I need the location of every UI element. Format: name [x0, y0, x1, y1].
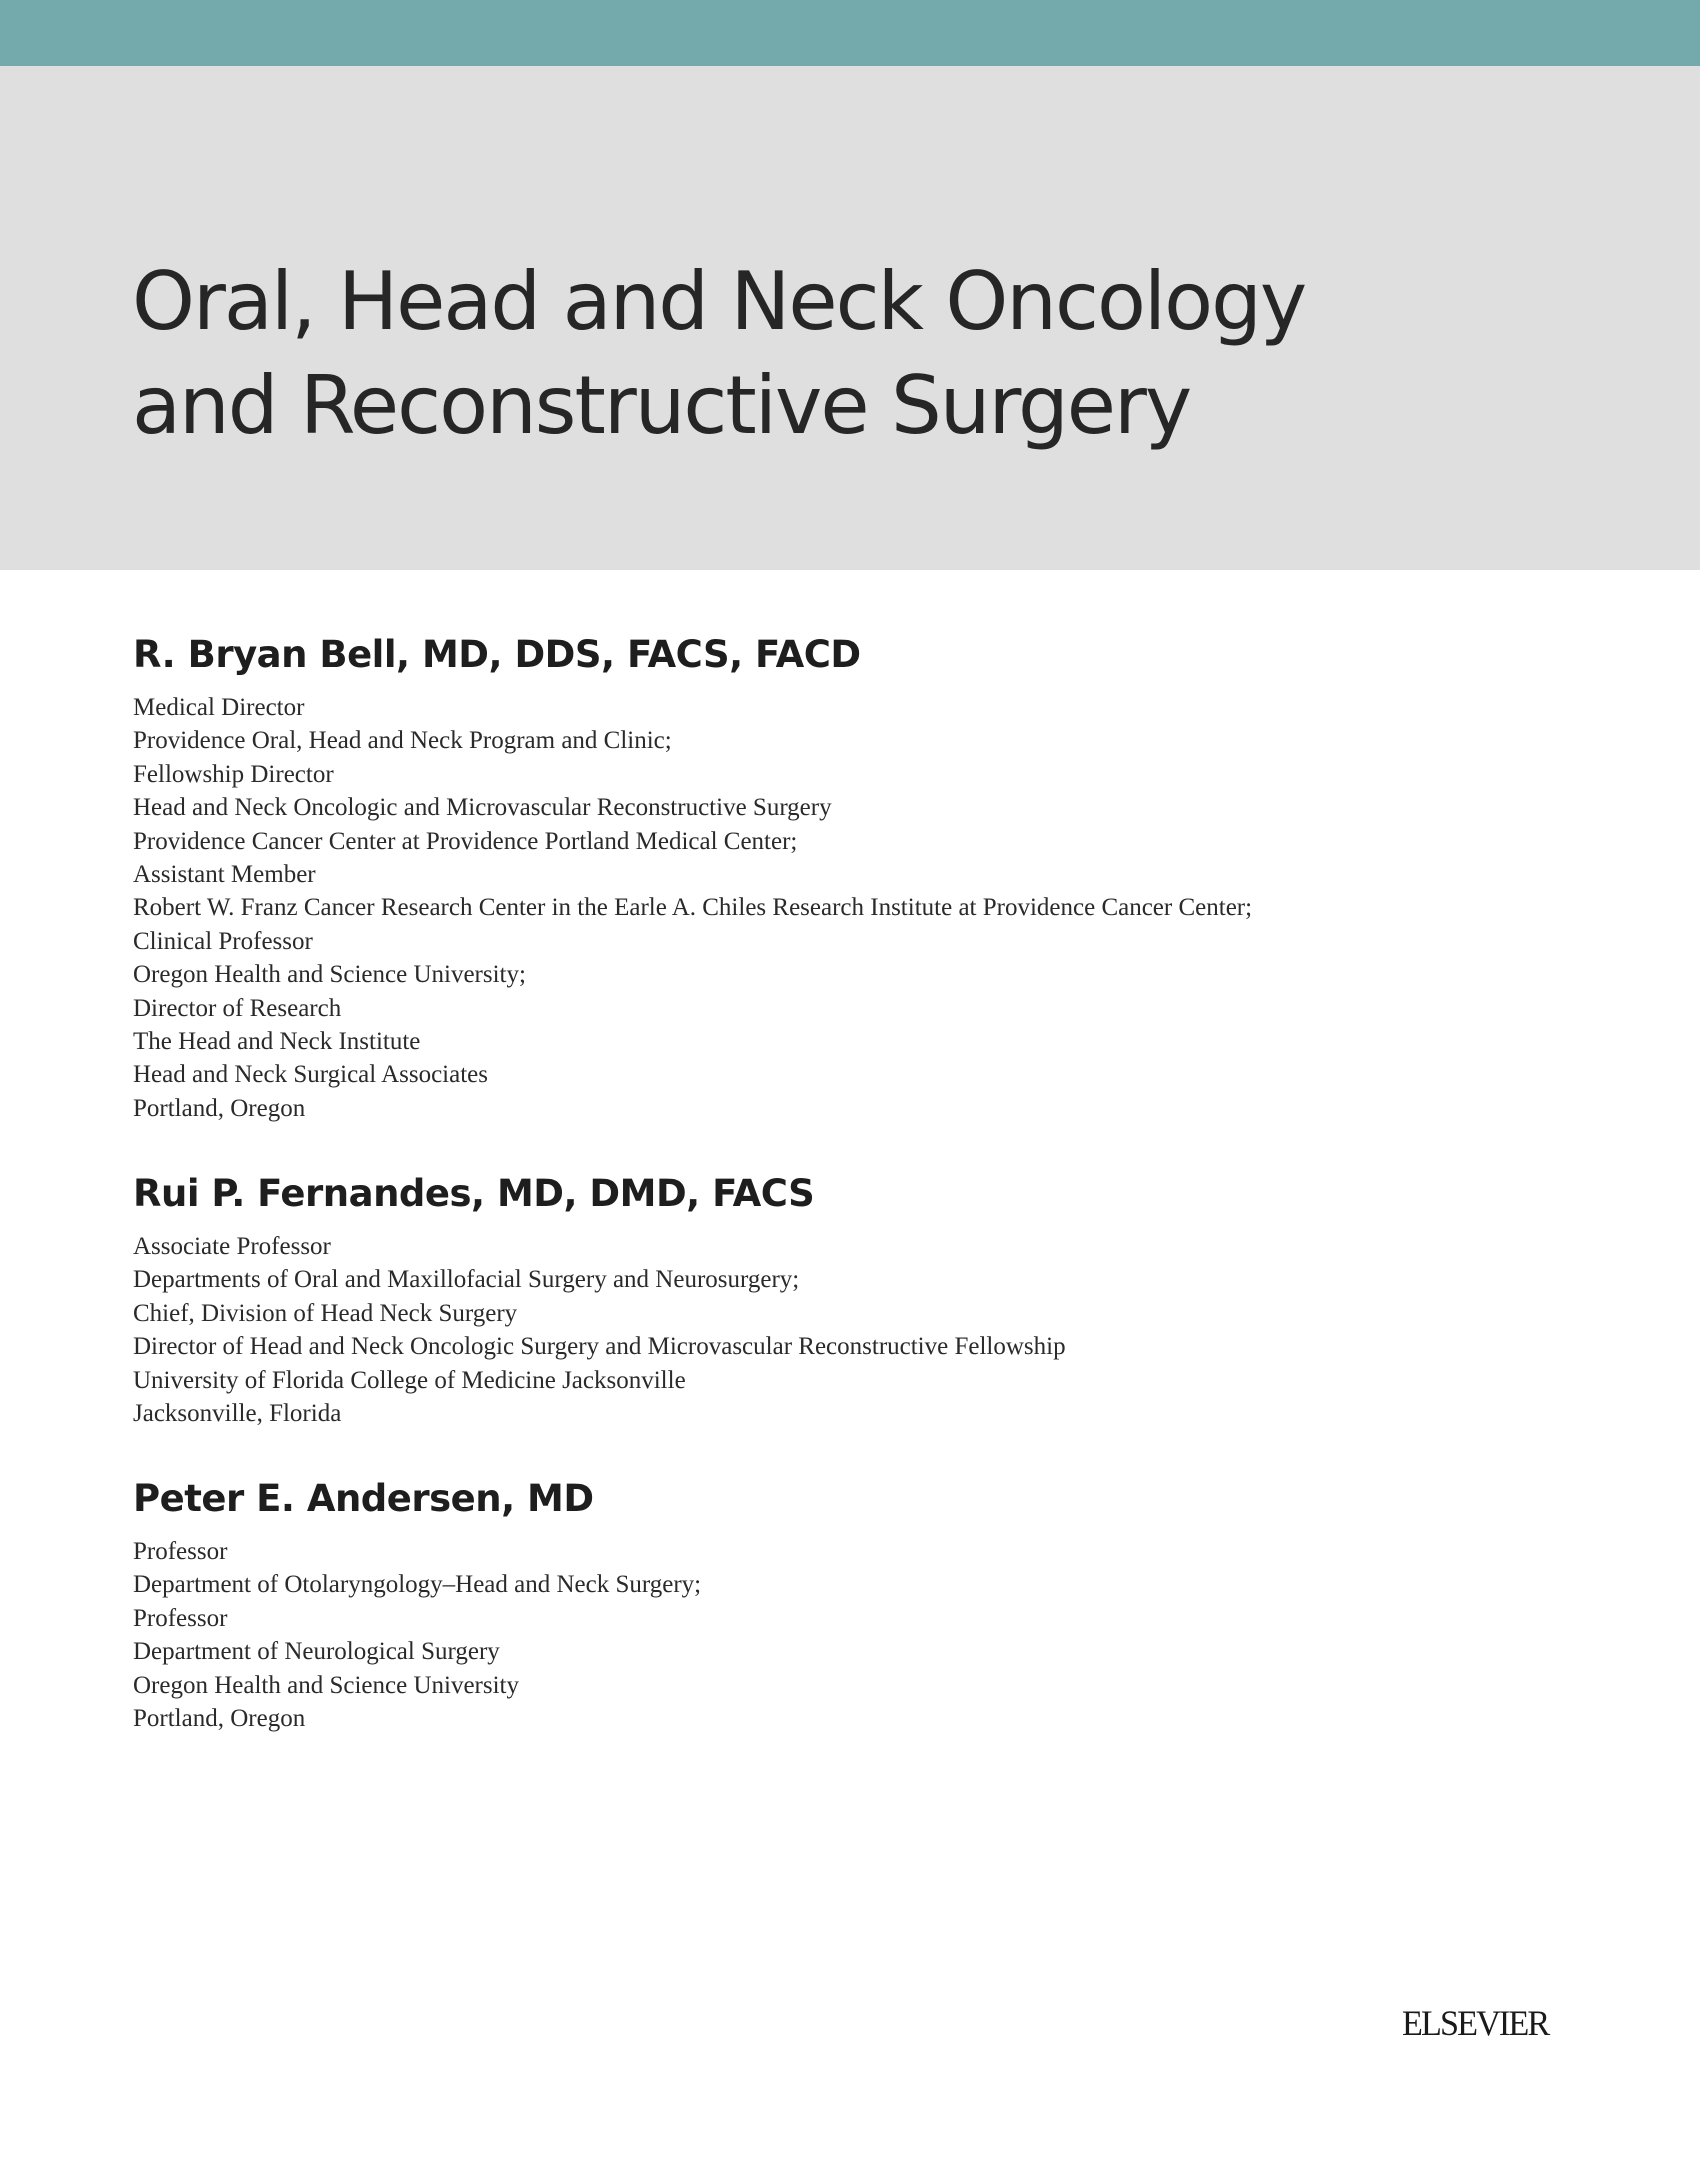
affiliation-line: Providence Oral, Head and Neck Program and Clinic;	[133, 727, 672, 755]
affiliation-line: Director of Research	[133, 994, 342, 1022]
affiliation-line: Jacksonville, Florida	[133, 1400, 342, 1428]
author-block-bell	[133, 631, 1252, 1125]
affiliation-line: The Head and Neck Institute	[133, 1028, 421, 1056]
author-name: Rui P. Fernandes, MD, DMD, FACS	[133, 1172, 815, 1215]
affiliation-line: Medical Director	[133, 694, 305, 721]
affiliation-line: Head and Neck Oncologic and Microvascular Reconstructive Surgery	[133, 794, 832, 822]
author-affiliations	[133, 1230, 1066, 1430]
affiliation-line: Professor	[133, 1604, 228, 1632]
author-block-andersen	[133, 1475, 701, 1735]
affiliation-line: Oregon Health and Science University;	[133, 961, 526, 989]
affiliation-line: Department of Neurological Surgery	[133, 1638, 500, 1666]
affiliation-line: Chief, Division of Head Neck Surgery	[133, 1299, 518, 1327]
author-affiliations	[133, 691, 1252, 1125]
affiliation-line: Portland, Oregon	[133, 1094, 306, 1122]
affiliation-line: Oregon Health and Science University	[133, 1671, 519, 1699]
publisher-logo: ELSEVIER	[1402, 2003, 1549, 2043]
affiliation-line: University of Florida College of Medicine Jacksonville	[133, 1366, 686, 1394]
affiliation-line: Departments of Oral and Maxillofacial Surgery and Neurosurgery;	[133, 1266, 800, 1294]
book-title-line-2: and Reconstructive Surgery	[132, 359, 1191, 452]
author-affiliations	[133, 1535, 701, 1735]
author-name: Peter E. Andersen, MD	[133, 1477, 594, 1520]
affiliation-line: Robert W. Franz Cancer Research Center in the Earle A. Chiles Research Institute at Providence Cancer Center;	[133, 894, 1253, 922]
book-title	[132, 250, 1305, 458]
top-accent-band	[0, 0, 1700, 66]
affiliation-line: Portland, Oregon	[133, 1705, 306, 1733]
book-title-line-1: Oral, Head and Neck Oncology	[132, 255, 1306, 348]
affiliation-line: Associate Professor	[133, 1233, 331, 1260]
affiliation-line: Director of Head and Neck Oncologic Surgery and Microvascular Reconstructive Fellowship	[133, 1333, 1066, 1361]
author-block-fernandes	[133, 1170, 1066, 1430]
affiliation-line: Head and Neck Surgical Associates	[133, 1061, 488, 1089]
affiliation-line: Providence Cancer Center at Providence Portland Medical Center;	[133, 827, 798, 855]
affiliation-line: Department of Otolaryngology–Head and Neck Surgery;	[133, 1571, 702, 1599]
affiliation-line: Fellowship Director	[133, 760, 334, 788]
author-name: R. Bryan Bell, MD, DDS, FACS, FACD	[133, 633, 861, 676]
affiliation-line: Assistant Member	[133, 861, 316, 889]
affiliation-line: Professor	[133, 1538, 228, 1565]
affiliation-line: Clinical Professor	[133, 927, 313, 955]
